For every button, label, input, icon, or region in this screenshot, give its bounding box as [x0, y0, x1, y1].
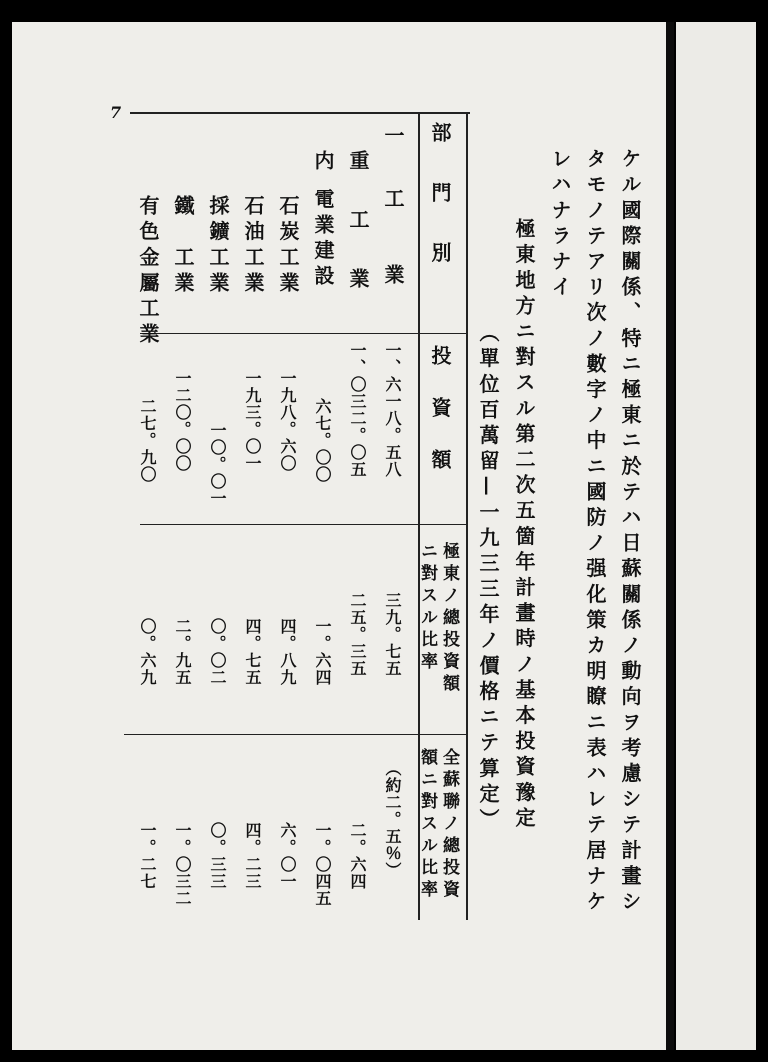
row-label-oil: 石油工業: [241, 195, 265, 298]
row-divider-2: [140, 524, 468, 525]
amount-electric: 六七。〇〇: [313, 398, 332, 483]
table-title: 極東地方ニ對スル第二次五箇年計畫時ノ基本投資豫定: [512, 218, 536, 833]
amount-heavy: 一、〇三二。〇五: [348, 342, 367, 478]
row-label-mining: 採鑛工業: [206, 195, 230, 298]
ratio-fe-heavy: 二五。三五: [348, 592, 367, 677]
ratio-ussr-coal: 六。〇一: [278, 822, 297, 890]
ratio-ussr-nonferrous: 一。二七: [138, 822, 157, 890]
amount-coal: 一九八。六〇: [278, 370, 297, 472]
table-right-rule: [466, 112, 468, 920]
row-divider-3: [124, 734, 468, 735]
ratio-ussr-iron: 一。〇三二: [173, 822, 192, 907]
ratio-fe-electric: 一。六四: [313, 618, 332, 686]
header-ratio-ussr-1: 全蘇聯ノ總投資: [439, 748, 459, 902]
row-divider-1: [140, 333, 468, 334]
header-category: 部門別: [428, 122, 452, 302]
intro-line-3: レハナラナイ: [548, 148, 572, 302]
row-label-iron: 鐵 工業: [171, 195, 195, 298]
row-label-coal: 石炭工業: [276, 195, 300, 298]
row-label-nonferrous: 有色金屬工業: [136, 195, 160, 349]
header-ratio-far-east-1: 極東ノ總投資額: [439, 542, 459, 696]
ratio-fe-mining: 〇。〇二: [208, 618, 227, 686]
ratio-ussr-industry: （約二。五％）: [383, 760, 402, 879]
page-number: 7: [110, 103, 122, 122]
ratio-fe-oil: 四。七五: [243, 618, 262, 686]
header-ratio-far-east-2: ニ對スル比率: [417, 542, 437, 674]
table-unit-note: （單位百萬留—一九三三年ノ價格ニテ算定）: [476, 322, 500, 834]
ratio-ussr-heavy: 二。六四: [348, 822, 367, 890]
ratio-fe-iron: 二。九五: [173, 618, 192, 686]
binding-gutter: [666, 22, 674, 1050]
ratio-fe-nonferrous: 〇。六九: [138, 618, 157, 686]
amount-industry: 一、六一八。五八: [383, 342, 402, 478]
amount-oil: 一九三。〇一: [243, 370, 262, 472]
intro-line-2: タモノテアリ次ノ數字ノ中ニ國防ノ强化策カ明瞭ニ表ハレテ居ナケ: [583, 148, 607, 916]
amount-mining: 一〇。〇一: [208, 422, 227, 507]
ratio-fe-industry: 三九。七五: [383, 592, 402, 677]
ratio-fe-coal: 四。八九: [278, 618, 297, 686]
amount-nonferrous: 二七。九〇: [138, 398, 157, 483]
facing-page-edge: [676, 22, 756, 1050]
header-ratio-ussr-2: 額ニ對スル比率: [417, 748, 437, 902]
ratio-ussr-electric: 一。〇四五: [313, 822, 332, 907]
ratio-ussr-oil: 四。二三: [243, 822, 262, 890]
header-amount: 投資額: [428, 345, 452, 501]
row-label-industry: 一 工 業: [381, 125, 405, 302]
intro-line-1: ケル國際關係、特ニ極東ニ於テハ日蘇關係ノ動向ヲ考慮シテ計畫シ: [618, 148, 642, 916]
amount-iron: 一二〇。〇〇: [173, 370, 192, 472]
ratio-ussr-mining: 〇。三三: [208, 822, 227, 890]
row-label-heavy: 重 工 業: [346, 150, 370, 304]
row-label-electric: 内 電業建設: [311, 150, 335, 291]
